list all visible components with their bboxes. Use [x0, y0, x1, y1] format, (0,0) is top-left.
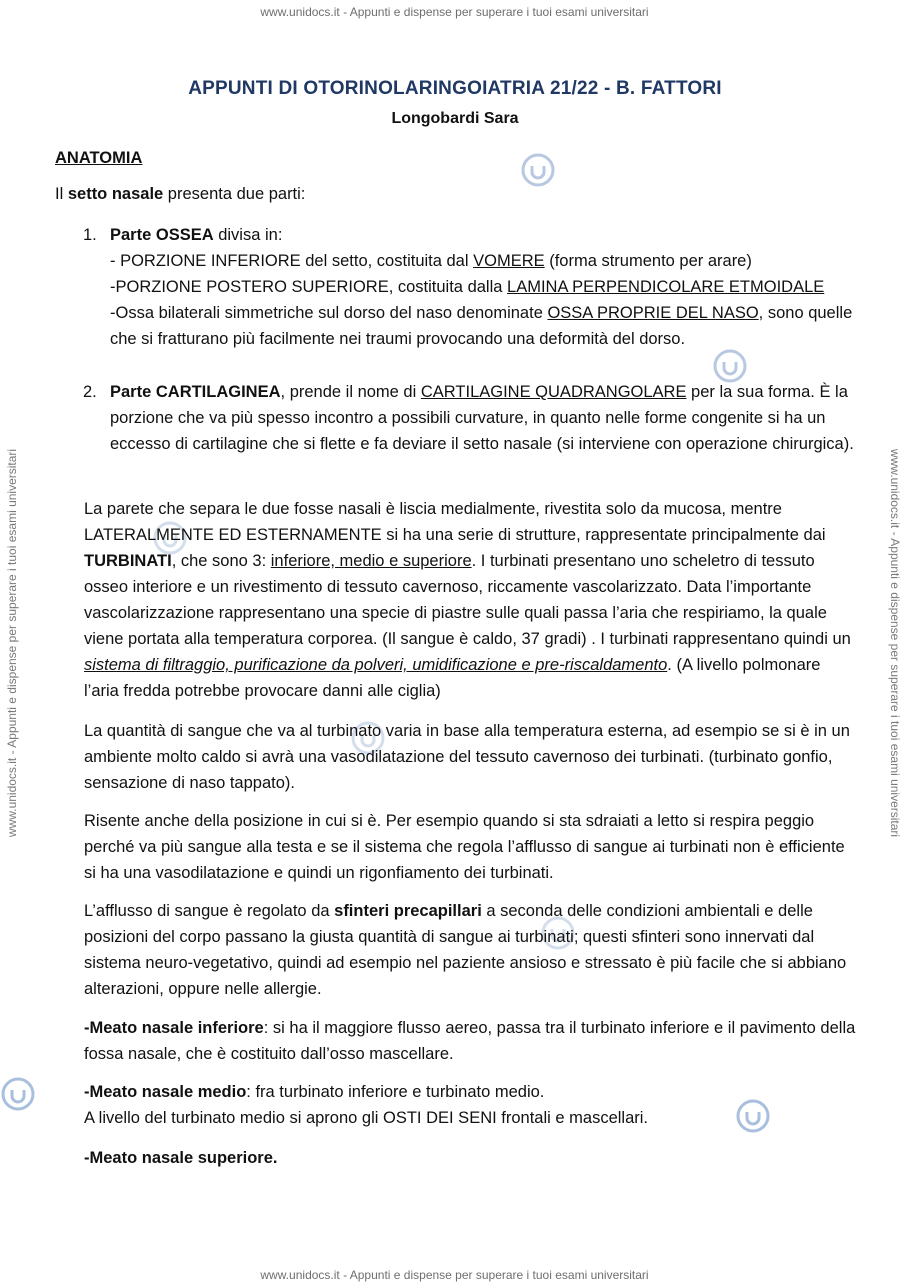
list-body — [110, 222, 855, 352]
item1-line2-underlined: LAMINA PERPENDICOLARE ETMOIDALE — [507, 278, 825, 296]
p1-underlined: inferiore, medio e superiore — [270, 552, 472, 570]
unidocs-logo-icon — [0, 1076, 36, 1112]
p5-bold: -Meato nasale inferiore — [84, 1019, 264, 1037]
p6-bold: -Meato nasale medio — [84, 1083, 247, 1101]
paragraph-meato-inferiore — [84, 1015, 856, 1067]
intro-paragraph — [55, 181, 305, 207]
paragraph-turbinati — [84, 496, 856, 704]
p6-rest: : fra turbinato inferiore e turbinato medio. — [246, 1083, 545, 1101]
p1-c: , che sono 3: — [171, 552, 271, 570]
paragraph-meato-superiore — [84, 1145, 856, 1171]
page-title: APPUNTI DI OTORINOLARINGOIATRIA 21/22 - B. FATTORI — [188, 78, 722, 99]
watermark-top: www.unidocs.it - Appunti e dispense per superare i tuoi esami universitari — [260, 5, 649, 19]
p4-c: a seconda delle condizioni ambientali e delle posizioni del corpo passano la giusta quantità di sangue ai turbinati; questi sfinteri sono innervati dal sistema neuro-vegetativo, quindi ad esempio nel paziente ansioso e stressato è più facile che si abbiano alterazioni, oppure nelle allergie. — [84, 902, 847, 998]
p2-text: La quantità di sangue che va al turbinato varia in base alla temperatura esterna, ad esempio se si è in un ambiente molto caldo si avrà una vasodilatazione del tessuto cavernoso dei turbinati. (turbinato gonfio, sensazione di naso tappato). — [84, 722, 850, 792]
unidocs-logo-icon — [520, 152, 556, 188]
item2-lead: Parte CARTILAGINEA — [110, 383, 281, 401]
watermark-left: www.unidocs.it - Appunti e dispense per superare i tuoi esami universitari — [5, 448, 19, 838]
item1-lead-rest: divisa in: — [213, 226, 283, 244]
item1-line1-pre: - PORZIONE INFERIORE del setto, costituita dal — [110, 252, 474, 270]
intro-post: presenta due parti: — [163, 185, 306, 203]
item1-line1-post: (forma strumento per arare) — [544, 252, 752, 270]
paragraph-sfinteri — [84, 898, 856, 1002]
list-number: 2. — [83, 383, 97, 401]
item2-lead-rest: , prende il nome di — [280, 383, 421, 401]
intro-bold: setto nasale — [67, 185, 164, 203]
watermark-right: www.unidocs.it - Appunti e dispense per superare i tuoi esami universitari — [888, 448, 902, 838]
item2-rest: per la sua forma. È la porzione che va più spesso incontro a possibili curvature, in quanto nelle forme congenite si ha un eccesso di cartilagine che si flette e fa deviare il setto nasale (si interviene con operazione chirurgica). — [110, 383, 854, 453]
p1-italic-underlined: sistema di filtraggio, purificazione da polveri, umidificazione e pre-riscaldamento — [84, 656, 668, 674]
item1-line1-underlined: VOMERE — [473, 252, 545, 270]
p3-text: Risente anche della posizione in cui si è. Per esempio quando si sta sdraiati a letto si respira peggio perché va più sangue alla testa e se il sistema che regola l’afflusso di sangue ai turbinati non è efficiente si ha una vasodilatazione e quindi un rigonfiamento dei turbinati. — [84, 812, 845, 882]
watermark-bottom: www.unidocs.it - Appunti e dispense per superare i tuoi esami universitari — [260, 1268, 649, 1282]
p1-bold: TURBINATI — [84, 552, 172, 570]
p5-rest: : si ha il maggiore flusso aereo, passa tra il turbinato inferiore e il pavimento della fossa nasale, che è costituito dall’osso mascellare. — [84, 1019, 856, 1063]
intro-pre: Il — [55, 185, 68, 203]
item2-underlined: CARTILAGINE QUADRANGOLARE — [420, 383, 687, 401]
list-body — [110, 379, 855, 457]
author-name: Longobardi Sara — [391, 110, 519, 127]
item1-line2-pre: -PORZIONE POSTERO SUPERIORE, costituita dalla — [110, 278, 508, 296]
item1-line3-pre: -Ossa bilaterali simmetriche sul dorso del naso denominate — [110, 304, 548, 322]
paragraph-meato-medio — [84, 1079, 856, 1131]
paragraph-posizione — [84, 808, 856, 886]
p7-bold: -Meato nasale superiore. — [84, 1149, 278, 1167]
p1-g: . (A livello polmonare l’aria fredda potrebbe provocare danni alle ciglia) — [84, 656, 821, 700]
p1-e: . I turbinati presentano uno scheletro di tessuto osseo interiore e un rivestimento di tessuto cavernoso, riccamente vascolarizzato. Data l’importante vascolarizzazione rappresentano una specie di piastre sulle quali passa l’aria che respiriamo, la quale viene portata alla temperatura corporea. (Il sangue è caldo, 37 gradi) . I turbinati rappresentano quindi un — [84, 552, 851, 648]
p4-bold: sfinteri precapillari — [334, 902, 482, 920]
p4-a: L’afflusso di sangue è regolato da — [84, 902, 335, 920]
item1-line3-post: , sono quelle che si fratturano più facilmente nei traumi provocando una deformità del dorso. — [110, 304, 853, 348]
item1-line3-underlined: OSSA PROPRIE DEL NASO — [547, 304, 759, 322]
item1-lead: Parte OSSEA — [110, 226, 214, 244]
p1-a: La parete che separa le due fosse nasali è liscia medialmente, rivestita solo da mucosa, mentre LATERALMENTE ED ESTERNAMENTE si ha una serie di strutture, rappresentate principalmente dai — [84, 500, 826, 544]
paragraph-quantita-sangue — [84, 718, 856, 796]
list-number: 1. — [83, 226, 97, 244]
p6-line2: A livello del turbinato medio si aprono gli OSTI DEI SENI frontali e mascellari. — [84, 1109, 648, 1127]
section-heading: ANATOMIA — [55, 149, 143, 167]
